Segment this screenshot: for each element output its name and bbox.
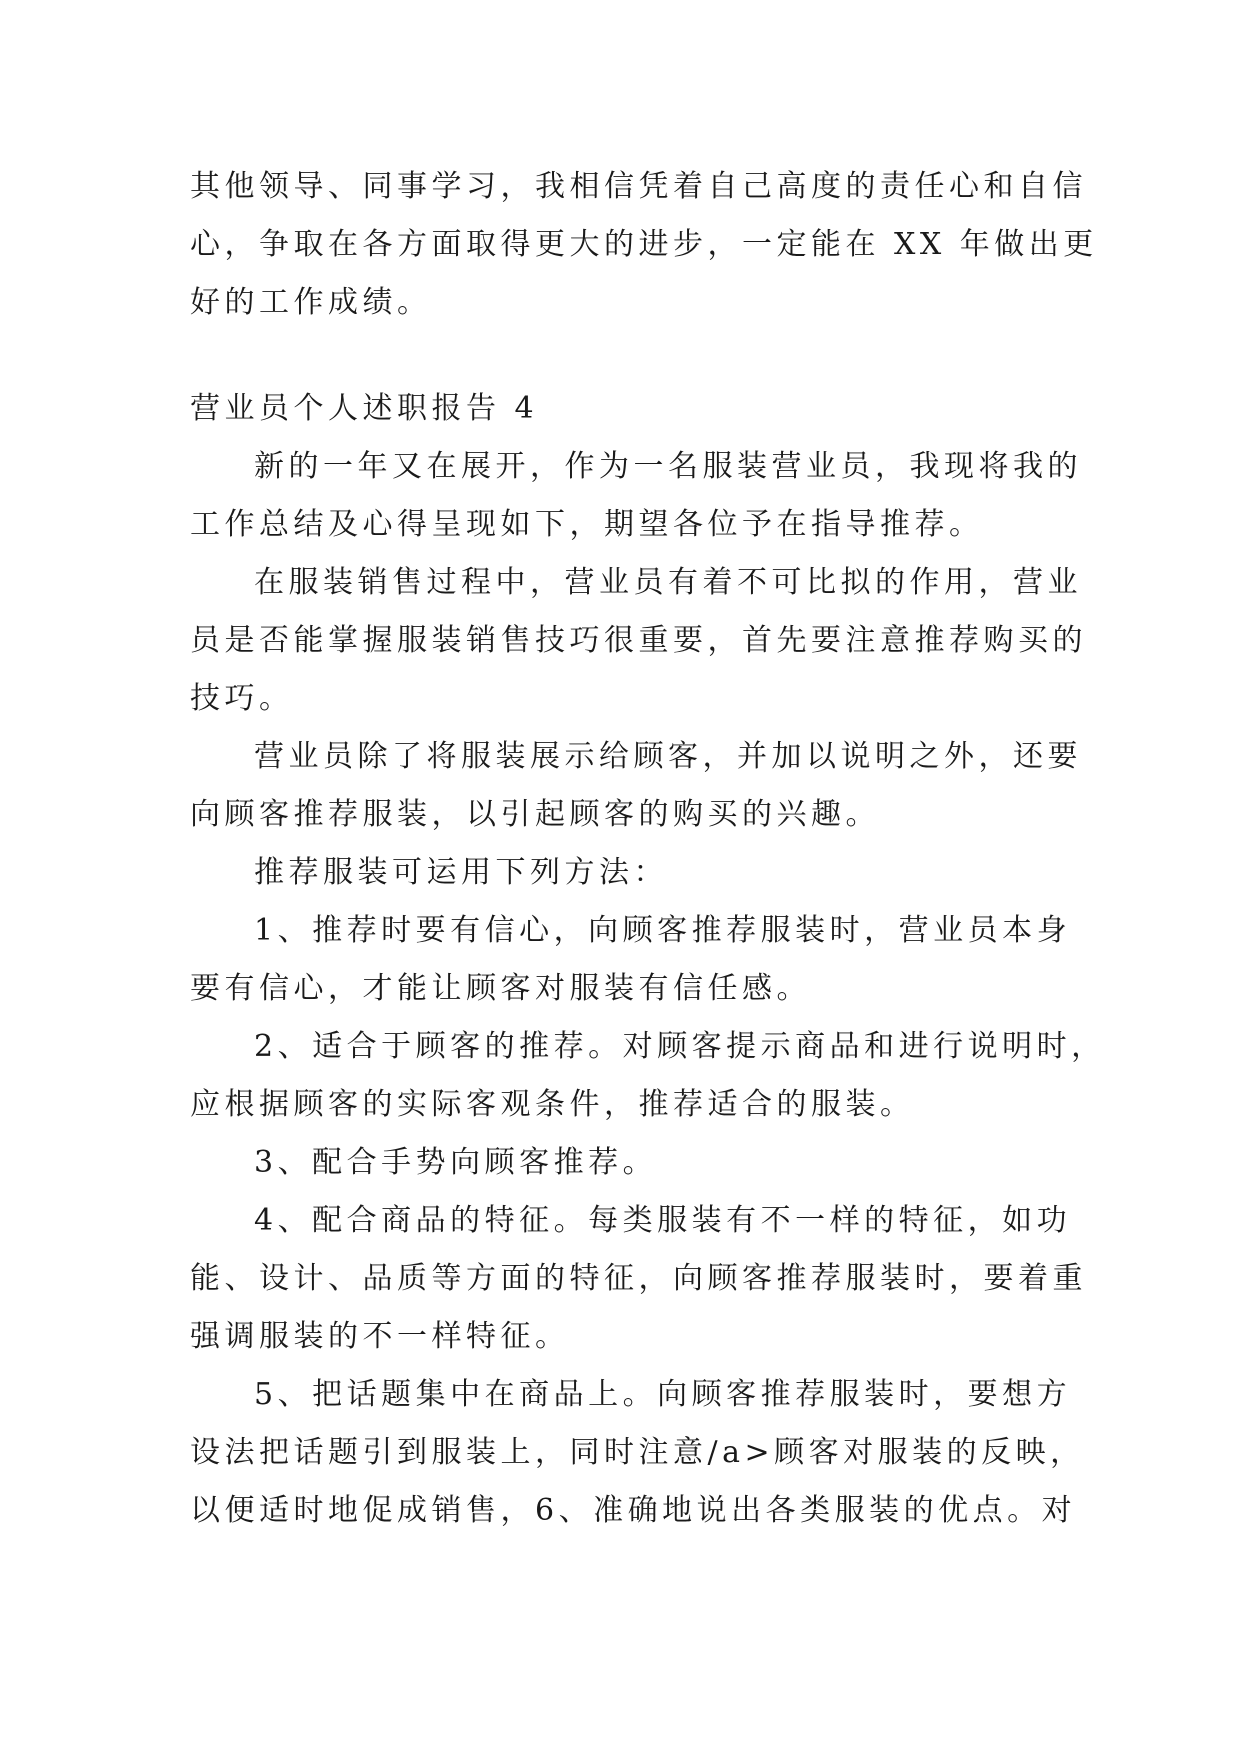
list-item [190, 902, 1072, 1018]
section-title: 营业员个人述职报告 4 [190, 391, 539, 426]
list-item [190, 1018, 1106, 1134]
text-line: 设法把话题引到服装上，同时注意/a>顾客对服装的反映， [190, 1435, 1085, 1470]
list-item [190, 1192, 1087, 1366]
text-line: 3、配合手势向顾客推荐。 [254, 1145, 658, 1180]
text-line: 向顾客推荐服装，以引起顾客的购买的兴趣。 [190, 797, 880, 832]
text-line: 好的工作成绩。 [190, 285, 432, 320]
text-line: 4、配合商品的特征。每类服装有不一样的特征，如功 [254, 1203, 1072, 1238]
list-item [190, 1366, 1085, 1540]
document-body [190, 158, 1106, 1540]
intro-paragraph [190, 158, 1098, 332]
list-item [190, 1134, 1052, 1192]
text-line: 以便适时地促成销售，6、准确地说出各类服装的优点。对 [190, 1493, 1077, 1528]
text-line: 推荐服装可运用下列方法： [254, 855, 668, 890]
text-line: 其他领导、同事学习，我相信凭着自己高度的责任心和自信 [190, 169, 1087, 204]
paragraph [190, 438, 1082, 554]
text-line: 心，争取在各方面取得更大的进步，一定能在 XX 年做出更 [190, 227, 1098, 262]
text-line: 1、推荐时要有信心，向顾客推荐服装时，营业员本身 [254, 913, 1072, 948]
text-line: 营业员除了将服装展示给顾客，并加以说明之外，还要 [254, 739, 1082, 774]
text-line: 强调服装的不一样特征。 [190, 1319, 570, 1354]
paragraph [190, 728, 1082, 844]
text-line: 工作总结及心得呈现如下，期望各位予在指导推荐。 [190, 507, 984, 542]
paragraph [190, 844, 1052, 902]
paragraph [190, 554, 1087, 728]
text-line: 要有信心，才能让顾客对服装有信任感。 [190, 971, 811, 1006]
text-line: 技巧。 [190, 681, 294, 716]
text-line: 5、把话题集中在商品上。向顾客推荐服装时，要想方 [254, 1377, 1072, 1412]
text-line: 能、设计、品质等方面的特征，向顾客推荐服装时，要着重 [190, 1261, 1087, 1296]
text-line: 2、适合于顾客的推荐。对顾客提示商品和进行说明时， [254, 1029, 1106, 1064]
text-line: 应根据顾客的实际客观条件，推荐适合的服装。 [190, 1087, 915, 1122]
text-line: 员是否能掌握服装销售技巧很重要，首先要注意推荐购买的 [190, 623, 1087, 658]
section-spacer [190, 332, 1052, 380]
text-line: 新的一年又在展开，作为一名服装营业员，我现将我的 [254, 449, 1082, 484]
text-line: 在服装销售过程中，营业员有着不可比拟的作用，营业 [254, 565, 1082, 600]
